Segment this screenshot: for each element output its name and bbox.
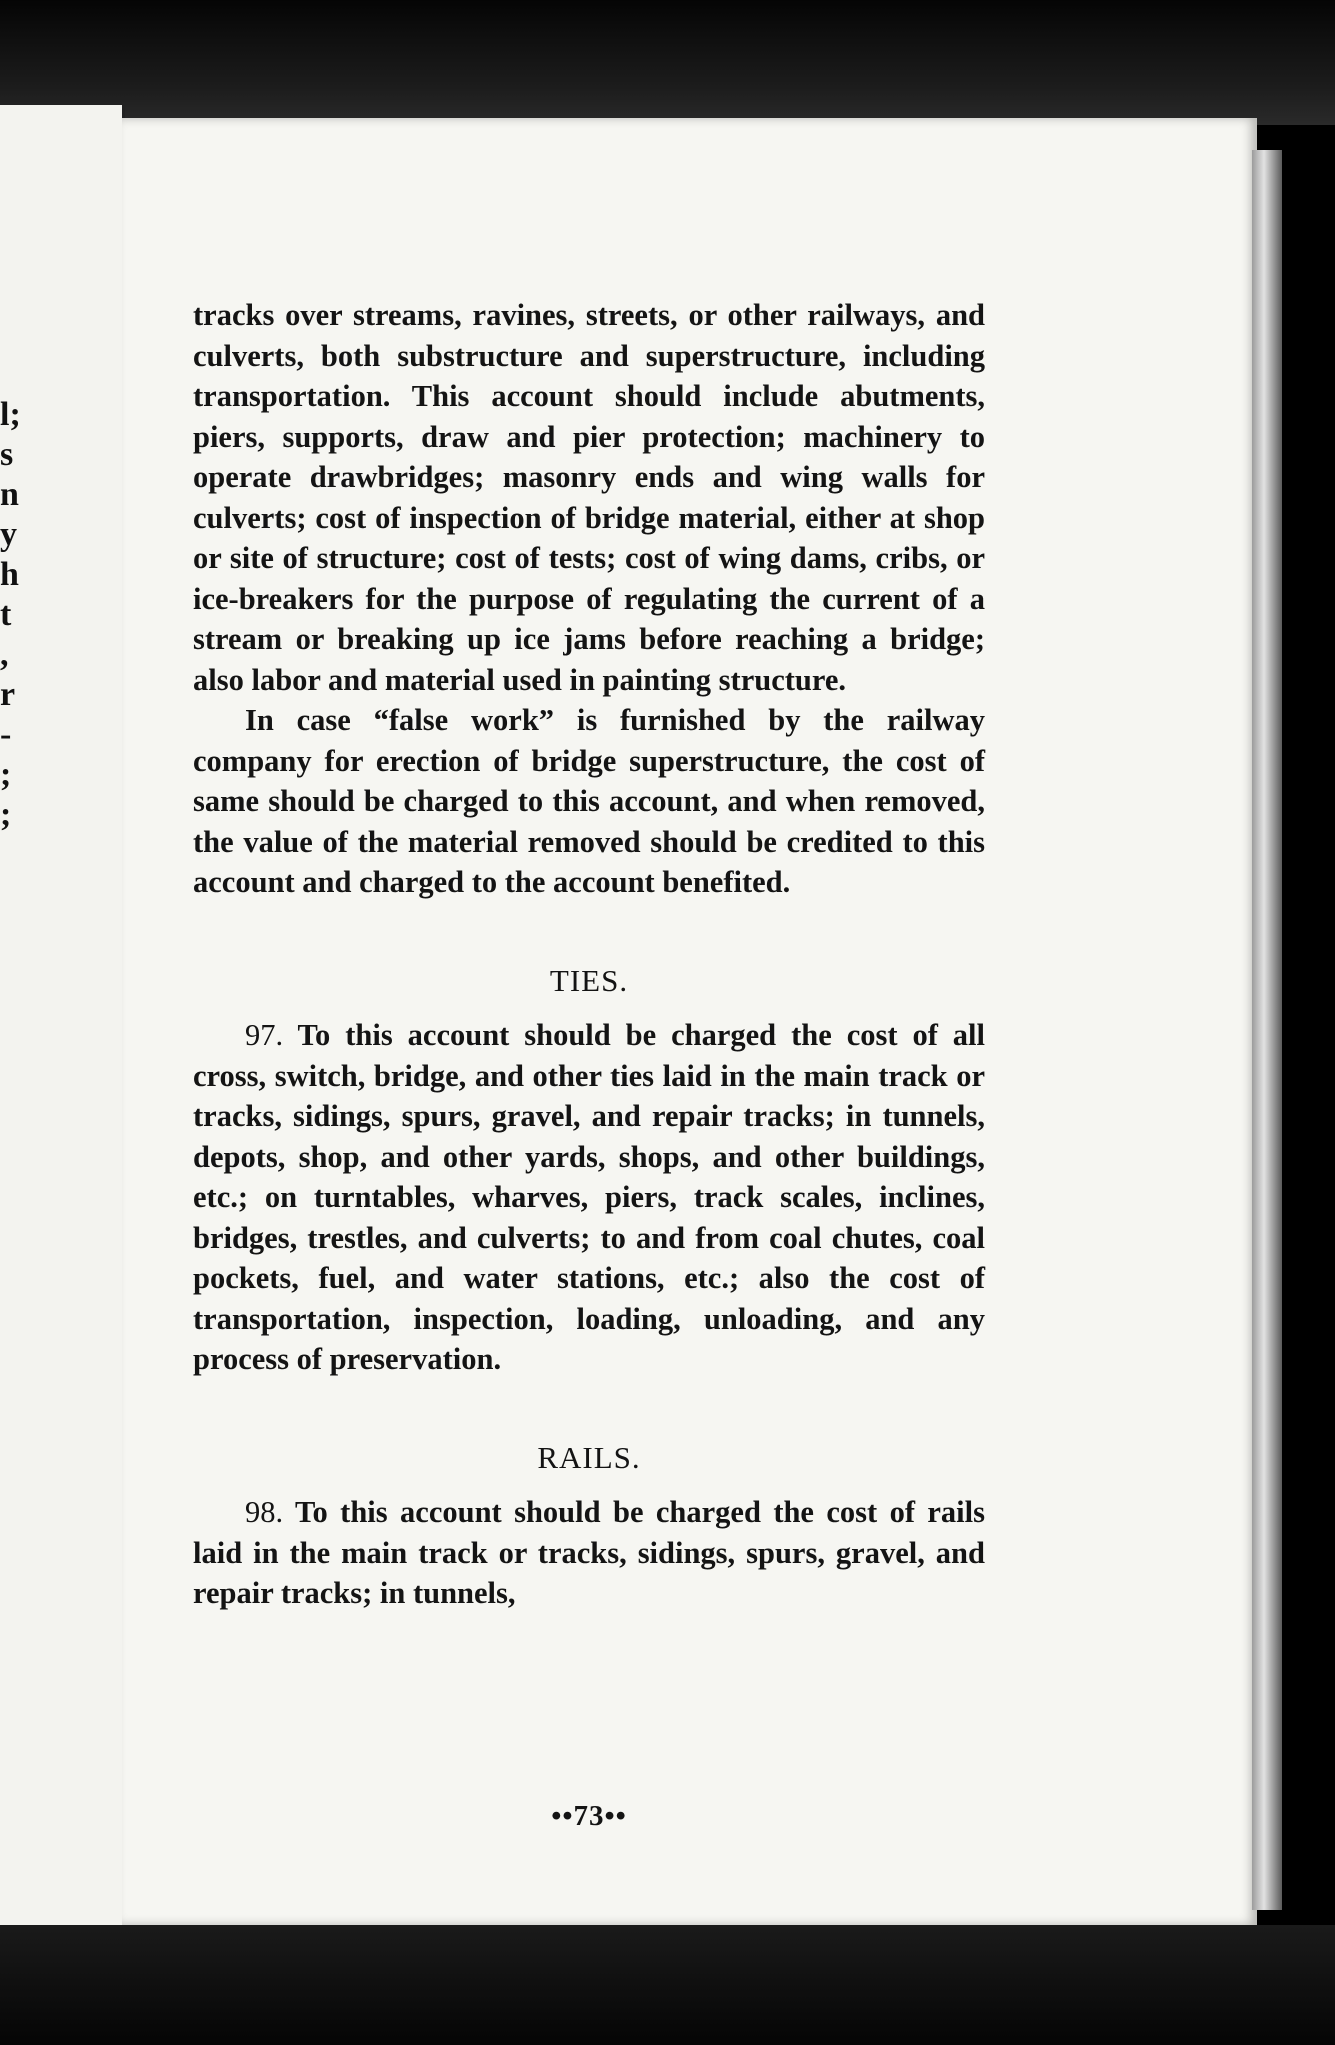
previous-page-edge	[0, 105, 125, 1930]
page-number: ••73••	[551, 1800, 627, 1832]
bleed-char: l;	[0, 396, 21, 433]
section-heading-rails: RAILS.	[537, 1439, 641, 1475]
paragraph-ties	[193, 1015, 985, 1380]
paragraph-false-work: In case “false work” is furnished by the railway company for erection of bridge superstructure, the cost of same should be charged to this account, and when removed, the value of the material removed should be credited to this account and charged to the account benefited.	[193, 703, 985, 899]
section-heading-ties: TIES.	[549, 962, 629, 998]
bleed-char: t	[0, 596, 12, 633]
bleed-char: h	[0, 556, 19, 593]
paragraph-bridges-continued: tracks over streams, ravines, streets, or other railways, and culverts, both substructure and superstructure, including transportation. This account should include abutments, piers, supports, draw and pier protection; machinery to operate drawbridges; masonry ends and wing walls for culverts; cost of inspection of bridge material, either at shop or site of structure; cost of tests; cost of wing dams, cribs, or ice-breakers for the purpose of regulating the current of a stream or breaking up ice jams before reaching a bridge; also labor and material used in painting structure.	[193, 298, 985, 697]
bleed-char: -	[0, 716, 12, 753]
previous-page-bleed-text	[0, 395, 21, 835]
bleed-char: r	[0, 676, 16, 713]
bleed-char: ,	[0, 636, 9, 673]
page-text	[193, 295, 985, 1614]
page-edge-right	[1252, 150, 1282, 1910]
bleed-char: y	[0, 516, 17, 553]
bleed-char: n	[0, 476, 19, 513]
bleed-char: ;	[0, 756, 12, 793]
paragraph-rails	[193, 1492, 985, 1614]
paragraph-ties-text: To this account should be charged the cost of all cross, switch, bridge, and other ties laid in the main track or tracks, sidings, spurs, gravel, and repair tracks; in tunnels, depots, shop, and other yards, shops, and other buildings, etc.; on turntables, wharves, piers, track scales, inclines, bridges, trestles, and culverts; to and from coal chutes, coal pockets, fuel, and water stations, etc.; also the cost of transportation, inspection, loading, unloading, and any process of preservation.	[193, 1018, 985, 1376]
bleed-char: ;	[0, 796, 12, 833]
paragraph-rails-text: To this account should be charged the cost of rails laid in the main track or tracks, sidings, spurs, gravel, and repair tracks; in tunnels,	[193, 1495, 985, 1610]
bleed-char: s	[0, 436, 14, 473]
paragraph-number: 97.	[245, 1018, 284, 1052]
scan-border-top	[0, 0, 1335, 125]
scan-border-bottom	[0, 1925, 1335, 2045]
paragraph-number: 98.	[245, 1495, 284, 1529]
